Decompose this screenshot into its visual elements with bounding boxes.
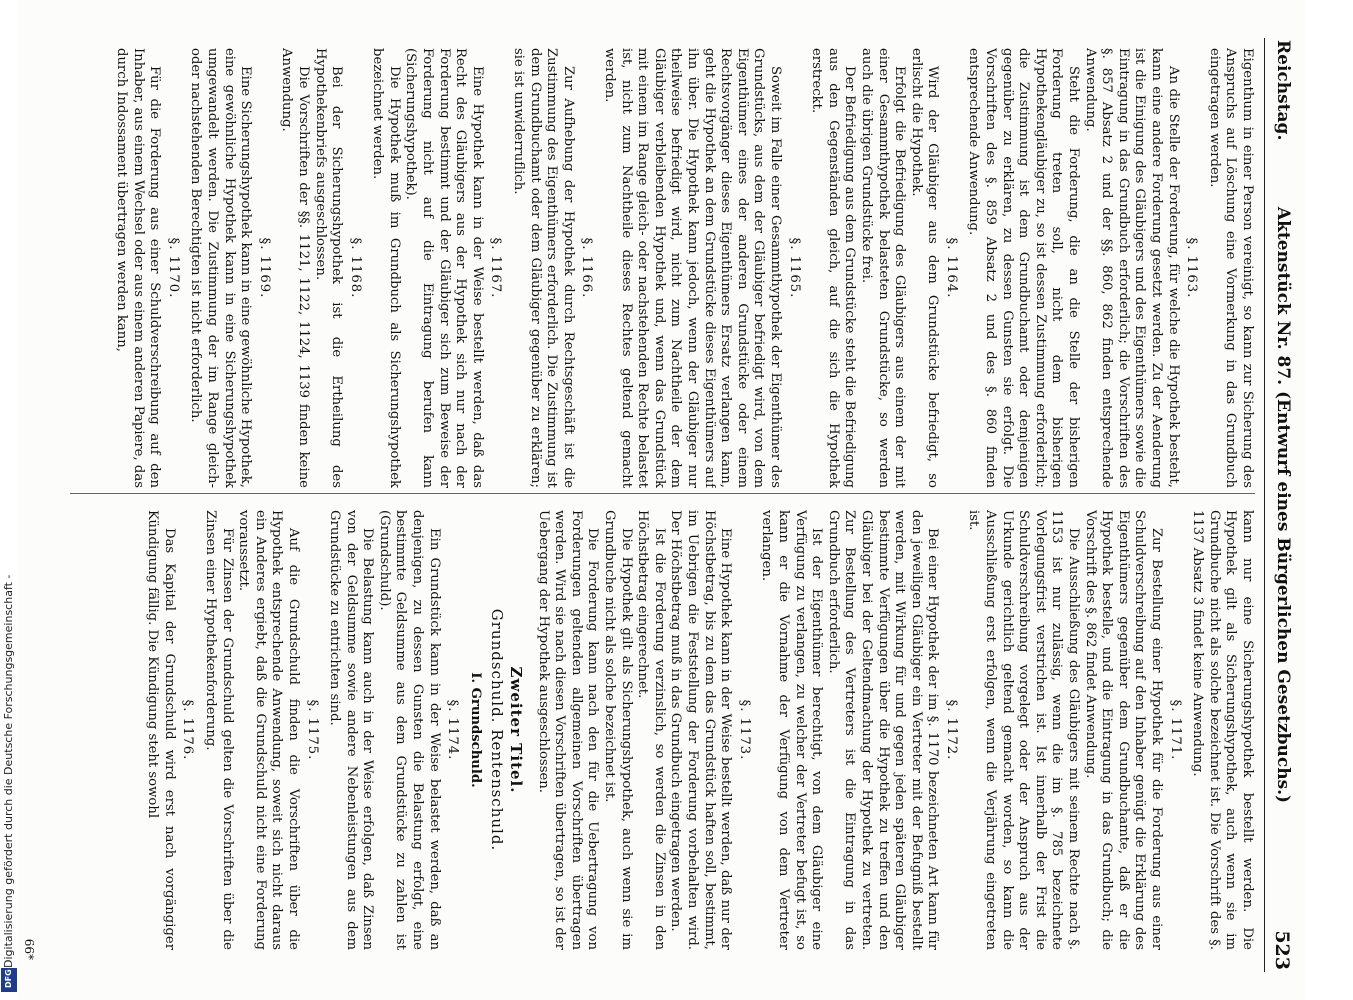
paragraph: Für Zinsen der Grundschuld gelten die Vorschriften über die Zinsen einer Hypothekenforderung. xyxy=(202,510,235,950)
paragraph: Die Hypothek muß im Grundbuch als Sicherungshypothek bezeichnet werden. xyxy=(370,48,402,488)
section-heading: §. 1175. xyxy=(304,699,320,761)
title-subheading: Grundschuld. Rentenschuld. xyxy=(488,608,507,852)
section-heading: §. 1174. xyxy=(445,699,461,761)
paragraph: Ein Grundstück kann in der Weise belastet werden, daß an denjenigen, zu dessen Gunsten die Belastung erfolgt, eine bestimmte Geldsumme aus dem Grundstücke zu zahlen ist (Grundschuld). xyxy=(376,510,442,950)
header-title: Aktenstück Nr. 87. (Entwurf eines Bürgerlichen Gesetzbuchs.) xyxy=(1273,206,1293,804)
section-heading: §. 1169. xyxy=(256,237,272,299)
section-heading: §. 1171. xyxy=(1167,699,1183,761)
paragraph: Die Hypothek gilt als Sicherungshypothek, auch wenn sie im Grundbuche nicht als solche bezeichnet ist. xyxy=(602,510,634,950)
section-heading: §. 1176. xyxy=(180,699,196,761)
right-column xyxy=(60,510,1255,950)
paragraph: Für die Forderung aus einer Schuldverschreibung auf den Inhaber, aus einem Wechsel oder aus einem anderen Papiere, das durch Indossament übertragen werden kann, xyxy=(114,48,163,488)
page-header xyxy=(1267,40,1293,970)
paragraph: Ist der Eigenthümer berechtigt, von dem Gläubiger eine Verfügung zu verlangen, zu welcher der Vertreter befugt ist, so kann er die Vornahme der Verfügung von dem Vertreter verlangen. xyxy=(759,510,825,950)
paragraph: Soweit im Falle einer Gesammthypothek der Eigenthümer des Grundstücks, aus dem der Gläubiger befriedigt wird, von dem Eigenthümer eines der anderen Grundstücke oder einem Rechtsvorgänger dieses Eigenthümers Ersatz verlangen kann, geht die Hypothek an dem Grundstücke dieses Eigenthümers auf ihn über. Die Hypothek kann jedoch, wenn der Gläubiger nur theilweise befriedigt wird, nicht zum Nachtheile der dem Gläubiger verbleibenden Hypothek und, wenn das Grundstück mit einem im Range gleich- oder nachstehenden Rechte belastet ist, nicht zum Nachtheile dieses Rechtes geltend gemacht werden. xyxy=(602,48,783,488)
section-heading: §. 1166. xyxy=(579,237,595,299)
title-heading: Zweiter Titel. xyxy=(507,666,526,794)
section-heading: §. 1168. xyxy=(347,237,363,299)
paragraph: Auf die Grundschuld finden die Vorschriften über die Hypothek entsprechende Anwendung, soweit sich nicht daraus ein Anderes ergiebt, daß die Grundschuld nicht eine Forderung voraussetzt. xyxy=(236,510,301,950)
paragraph: Die Belastung kann auch in der Weise erfolgen, daß Zinsen von der Geldsumme sowie andere Nebenleistungen aus dem Grundstücke zu entrichten sind. xyxy=(327,510,376,950)
paragraph: Eine Hypothek kann in der Weise bestellt werden, daß das Recht des Gläubigers aus der Hypothek sich nur nach der Forderung bestimmt und der Gläubiger sich zum Beweise der Forderung nicht auf die Eintragung berufen kann (Sicherungshypothek). xyxy=(403,48,485,488)
paragraph: Erfolgt die Befriedigung des Gläubigers aus einem der mit einer Gesammthypothek belasteten Grundstücke, so werden auch die übrigen Grundstücke frei. xyxy=(858,48,908,488)
left-column xyxy=(60,48,1255,488)
paragraph: Eigenthum in einer Person vereinigt, so kann zur Sicherung des Anspruchs auf Löschung eine Vormerkung in das Grundbuch eingetragen werden. xyxy=(1206,48,1255,488)
paragraph: kann nur eine Sicherungshypothek bestellt werden. Die Hypothek gilt als Sicherungshypothek, auch wenn sie im Grundbuche nicht als solche bezeichnet ist. Die Vorschrift des §. 1137 Absatz 3 findet keine Anwendung. xyxy=(1190,510,1255,950)
paragraph: Zur Bestellung einer Hypothek für die Forderung aus einer Schuldverschreibung auf den Inhaber genügt die Erklärung des Eigenthümers gegenüber dem Grundbuchamte, daß er die Hypothek bestelle, und die Eintragung in das Grundbuch; die Vorschrift des §. 862 findet Anwendung. xyxy=(1082,510,1165,950)
paragraph: Das Kapital der Grundschuld wird erst nach vorgängiger Kündigung fällig. Die Kündigung steht sowohl xyxy=(145,510,177,950)
paragraph: Bei einer Hypothek der im §. 1170 bezeichneten Art kann für den jeweiligen Gläubiger ein Vertreter mit der Befugniß bestellt werden, mit Wirkung für und gegen jeden späteren Gläubiger bestimmte Verfügungen über die Hypothek zu treffen und den Gläubiger bei der Geltendmachung der Hypothek zu vertreten. Zur Bestellung des Vertreters ist die Eintragung in das Grundbuch erforderlich. xyxy=(825,510,941,950)
paragraph: Eine Hypothek kann in der Weise bestellt werden, daß nur der Höchstbetrag, bis zu dem das Grundstück haften soll, bestimmt, im Uebrigen die Feststellung der Forderung vorbehalten wird. Der Höchstbetrag muß in das Grundbuch eingetragen werden. xyxy=(668,510,734,950)
subsection-heading: I. Grundschuld. xyxy=(467,672,483,788)
paragraph: Ist die Forderung verzinslich, so werden die Zinsen in den Höchstbetrag eingerechnet. xyxy=(635,510,667,950)
section-heading: §. 1172. xyxy=(943,699,959,761)
header-rule xyxy=(1264,38,1265,972)
section-heading: §. 1170. xyxy=(165,237,181,299)
section-heading: §. 1165. xyxy=(786,237,802,299)
section-heading: §. 1164. xyxy=(943,237,959,299)
paragraph: Zur Aufhebung der Hypothek durch Rechtsgeschäft ist die Zustimmung des Eigenthümers erforderlich. Die Zustimmung ist dem Grundbuchamt oder dem Gläubiger gegenüber zu erklären; sie ist unwiderruflich. xyxy=(511,48,576,488)
section-heading: §. 1167. xyxy=(488,237,504,299)
paragraph: Die Vorschriften der §§. 1121, 1122, 1124, 1139 finden keine Anwendung. xyxy=(279,48,311,488)
paragraph: Bei der Sicherungshypothek ist die Ertheilung des Hypothekenbriefs ausgeschlossen. xyxy=(312,48,345,488)
paragraph: Wird der Gläubiger aus dem Grundstücke befriedigt, so erlischt die Hypothek. xyxy=(908,48,941,488)
paragraph: Die Forderung kann nach den für die Uebertragung von Forderungen geltenden allgemeinen Vorschriften übertragen werden. Wird sie nach diesen Vorschriften übertragen, so ist der Uebergang der Hypothek ausgeschlossen. xyxy=(535,510,601,950)
digitization-credit: Digitalisierung gefördert durch die Deutsche Forschungsgemeinschaft - xyxy=(2,574,15,968)
paragraph: Steht die Forderung, die an die Stelle der bisherigen Forderung treten soll, nicht dem bisherigen Hypothekengläubiger zu, so ist dessen Zustimmung erforderlich; die Zustimmung ist dem Grundbuchamt oder demjenigen gegenüber zu erklären, zu dessen Gunsten sie erfolgt. Die Vorschriften des §. 859 Absatz 2 und des §. 860 finden entsprechende Anwendung. xyxy=(966,48,1082,488)
paragraph: Der Befriedigung aus dem Grundstücke steht die Befriedigung aus den Gegenständen gleich, auf die sich die Hypothek erstreckt. xyxy=(809,48,858,488)
signature-mark: 66* xyxy=(22,938,36,960)
header-left: Reichstag. xyxy=(1273,40,1293,141)
dfg-logo: DFG xyxy=(1,968,17,992)
paragraph: An die Stelle der Forderung, für welche die Hypothek besteht, kann eine andere Forderung gesetzt werden. Zu der Aenderung ist die Einigung des Gläubigers und des Eigenthümers sowie die Eintragung in das Grundbuch erforderlich; die Vorschriften des §. 857 Absatz 2 und der §§. 860, 862 finden entsprechende Anwendung. xyxy=(1082,48,1181,488)
paragraph: Eine Sicherungshypothek kann in eine gewöhnliche Hypothek, eine gewöhnliche Hypothek kann in eine Sicherungshypothek umgewandelt werden. Die Zustimmung der im Range gleich- oder nachstehenden Berechtigten ist nicht erforderlich. xyxy=(188,48,254,488)
column-separator xyxy=(70,493,1255,494)
section-heading: §. 1163. xyxy=(1184,237,1200,299)
digitization-sidebar xyxy=(0,0,18,1000)
page-number: 523 xyxy=(1271,930,1293,970)
section-heading: §. 1173. xyxy=(736,699,752,761)
paragraph: Die Ausschließung des Gläubigers mit seinem Rechte nach §. 1153 ist nur zulässig, wenn die im §. 785 bezeichnete Vorlegungsfrist verstrichen ist. Ist innerhalb der Frist die Schuldverschreibung vorgelegt oder der Anspruch aus der Urkunde gerichtlich geltend gemacht worden, so kann die Ausschließung erst erfolgen, wenn die Verjährung eingetreten ist. xyxy=(966,510,1082,950)
